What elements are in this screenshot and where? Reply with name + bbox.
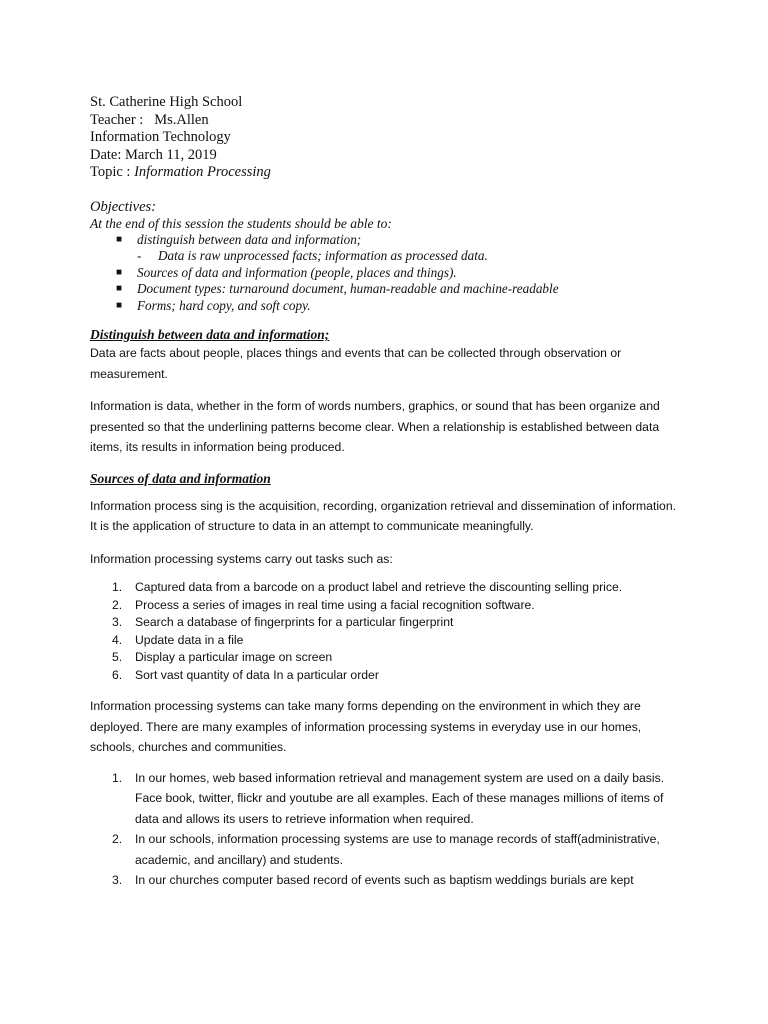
paragraph-tasks-intro: Information processing systems carry out tasks such as: [90, 551, 393, 566]
tasks-list [90, 579, 680, 684]
list-item [90, 579, 680, 597]
objective-item [90, 265, 680, 282]
list-item [90, 649, 680, 667]
section-heading-data-vs-information: Distinguish between data and information; [90, 327, 330, 342]
list-number: 6. [112, 667, 123, 682]
list-number: 5. [112, 650, 123, 664]
objectives-intro: At the end of this session the students should be able to: [90, 215, 392, 231]
list-number: 3. [112, 615, 123, 629]
objective-item [90, 281, 680, 298]
list-item [90, 667, 680, 685]
teacher-name: Ms.Allen [154, 111, 209, 128]
teacher-label: Teacher : [90, 111, 144, 128]
list-item-text: Search a database of fingerprints for a particular fingerprint [135, 615, 454, 629]
paragraph-information-definition: Information is data, whether in the form of words numbers, graphics, or sound that has been organize and presented so that the underlining patterns become clear. When a relationship is established between data items, its results in information being produced. [90, 399, 660, 454]
bullet-icon: ■ [116, 299, 123, 311]
examples-list [90, 768, 680, 891]
objectives-block [90, 199, 680, 315]
list-item [90, 870, 680, 891]
date-line: Date: March 11, 2019 [90, 146, 217, 163]
list-item-text: Captured data from a barcode on a product label and retrieve the discounting selling price. [135, 580, 623, 594]
document-page [90, 94, 680, 891]
objective-text: Sources of data and information (people, places and things). [137, 264, 457, 280]
objectives-title: Objectives: [90, 198, 157, 215]
topic-line [90, 164, 680, 182]
objective-item [90, 232, 680, 249]
list-item [90, 768, 680, 830]
list-number: 1. [112, 770, 123, 785]
list-item [90, 632, 680, 650]
objective-text: distinguish between data and information; [137, 231, 362, 247]
paragraph-data-definition: Data are facts about people, places things and events that can be collected through observation or measurement. [90, 346, 622, 381]
document-header [90, 94, 680, 182]
objectives-list [90, 232, 680, 315]
topic-label: Topic : [90, 164, 131, 180]
list-item-text: In our homes, web based information retrieval and management system are used on a daily basis. Face book, twitter, flickr and youtube are all examples. Each of these manages millions of items of data and allows its users to retrieve information when required. [135, 770, 665, 826]
list-item-text: Sort vast quantity of data In a particular order [135, 667, 379, 682]
list-item-text: Display a particular image on screen [135, 650, 333, 664]
list-number: 2. [112, 597, 123, 612]
paragraph-information-processing: Information process sing is the acquisition, recording, organization retrieval and dissemination of information. It is the application of structure to data in an attempt to communicate meaningfully. [90, 498, 676, 533]
list-item [90, 829, 680, 870]
list-item-text: In our churches computer based record of events such as baptism weddings burials are kept [135, 873, 634, 887]
list-number: 2. [112, 832, 123, 846]
subject-line: Information Technology [90, 129, 231, 145]
list-item-text: Update data in a file [135, 632, 244, 647]
list-item-text: In our schools, information processing systems are use to manage records of staff(administrative, academic, and ancillary) and students. [135, 832, 660, 867]
objective-text: Document types: turnaround document, human-readable and machine-readable [137, 281, 559, 296]
objective-item [90, 298, 680, 315]
list-item [90, 597, 680, 615]
objective-text: Forms; hard copy, and soft copy. [137, 297, 311, 313]
teacher-line [90, 112, 680, 130]
school-name: St. Catherine High School [90, 94, 243, 110]
section-heading-sources: Sources of data and information [90, 470, 271, 486]
list-item-text: Process a series of images in real time using a facial recognition software. [135, 597, 535, 612]
bullet-icon: ■ [116, 283, 123, 294]
list-number: 1. [112, 580, 123, 594]
paragraph-forms-of-systems: Information processing systems can take many forms depending on the environment in which they are deployed. There are many examples of information processing systems in everyday use in our homes, schools, churches and communities. [90, 699, 642, 754]
bullet-icon: ■ [116, 233, 123, 245]
bullet-icon: ■ [116, 266, 123, 278]
objective-subitem-text: Data is raw unprocessed facts; information as processed data. [158, 248, 488, 263]
objective-subitem [90, 248, 680, 265]
list-number: 4. [112, 632, 123, 647]
list-number: 3. [112, 873, 123, 887]
topic-value: Information Processing [134, 164, 271, 180]
list-item [90, 614, 680, 632]
dash-icon: - [137, 248, 142, 263]
